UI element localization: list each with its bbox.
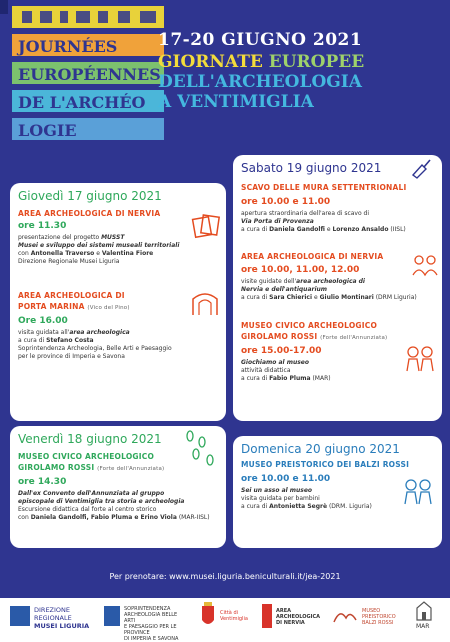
friday-ev1-site-line1: MUSEO CIVICO ARCHEOLOGICO [18, 452, 155, 461]
thursday-ev2-desc: visita guidata all'area archeologica a cura di Stefano Costa Soprintendenza Archeologia, Belle Arti e Paesaggio per le province di Imperia e Savona [18, 329, 172, 360]
sponsor-drm-liguria: DIREZIONE REGIONALE MUSEI LIGURIA [10, 600, 94, 634]
event-dates: 17-20 GIUGNO 2021 [158, 30, 363, 50]
sponsor-balzi-rossi: MUSEO PREISTORICO BALZI ROSSI [332, 600, 398, 634]
logo-line-1: JOURNÉES [18, 37, 118, 56]
headline-line-1: GIORNATE EUROPEE [158, 52, 365, 72]
sunday-ev1-site: MUSEO PREISTORICO DEI BALZI ROSSI [241, 460, 410, 469]
sunday-ev1-time: ore 10.00 e 11.00 [241, 474, 331, 484]
friday-ev1-desc: Dall'ex Convento dell'Annunziata al gruppo episcopale di Ventimiglia tra storia e archeologia Escursione didattica dal forte al centro storico con Daniela Gandolfi, Fabio Pluma e Erino Viola (MAR-IISL) [18, 490, 210, 521]
sunday-day-title: Domenica 20 giugno 2021 [241, 442, 400, 456]
saturday-ev1-time: ore 10.00 e 11.00 [241, 197, 331, 207]
friday-ev1-site-line2: GIROLAMO ROSSI (Forte dell'Annunziata) [18, 463, 165, 472]
gate-icon [190, 289, 220, 317]
mar-logo-icon [414, 600, 434, 622]
visitors-icon [411, 253, 439, 277]
saturday-card [233, 155, 442, 421]
friday-ev1-time: ore 14.30 [18, 477, 67, 487]
thursday-card [10, 183, 226, 421]
documents-icon [192, 213, 222, 239]
thursday-ev1-site: AREA ARCHEOLOGICA DI NERVIA [18, 209, 161, 218]
footprints-icon [182, 428, 222, 472]
sunday-card [233, 436, 442, 548]
thursday-ev2-site-line1: AREA ARCHEOLOGICA DI [18, 291, 125, 300]
sponsor-area-nervia: AREA ARCHEOLOGICA DI NERVIA [262, 600, 324, 634]
headline-line-3: A VENTIMIGLIA [158, 92, 314, 112]
sunday-ev1-desc: Sei un asso al museo visita guidata per bambini a cura di Antonietta Segrè (DRM. Liguria) [241, 487, 372, 510]
saturday-day-title: Sabato 19 giugno 2021 [241, 161, 382, 175]
saturday-ev2-time: ore 10.00, 11.00, 12.00 [241, 265, 360, 275]
soprintendenza-logo-icon [104, 606, 120, 626]
saturday-ev3-desc: Giochiamo al museo attività didattica a cura di Fabio Pluma (MAR) [241, 359, 331, 382]
headline-block [158, 30, 444, 112]
balzi-rossi-logo-icon [332, 606, 358, 626]
saturday-ev3-time: ore 15.00-17.00 [241, 346, 322, 356]
saturday-ev1-desc: apertura straordinaria dell'area di scavo di Via Porta di Provenza a cura di Daniela Gandolfi e Lorenzo Ansaldo (IISL) [241, 210, 406, 233]
children-icon [401, 478, 435, 506]
children-icon [403, 345, 437, 373]
logo-line-2: EUROPÉENNES [18, 65, 161, 84]
friday-day-title: Venerdì 18 giugno 2021 [18, 432, 162, 446]
thursday-ev1-desc: presentazione del progetto MUSST Musei e sviluppo dei sistemi museali territoriali con Antonella Traverso e Valentina Fiore Direzione Regionale Musei Liguria [18, 234, 180, 265]
thursday-ev1-time: ore 11.30 [18, 221, 67, 231]
headline-line-2: DELL'ARCHEOLOGIA [158, 72, 362, 92]
sponsor-mar: MAR [404, 600, 444, 634]
saturday-ev3-site-line2: GIROLAMO ROSSI (Forte dell'Annunziata) [241, 332, 388, 341]
logo-line-4: LOGIE [18, 121, 77, 140]
drm-logo-icon [10, 606, 30, 626]
thursday-ev2-time: Ore 16.00 [18, 316, 68, 326]
sponsor-citta-ventimiglia: Città di Ventimiglia [200, 600, 254, 634]
saturday-ev1-site: SCAVO DELLE MURA SETTENTRIONALI [241, 183, 407, 192]
sponsor-soprintendenza: SOPRINTENDENZA ARCHEOLOGIA BELLE ARTI E PAESAGGIO PER LE PROVINCE DI IMPERIA E SAVONA [104, 600, 188, 634]
saturday-ev3-site-line1: MUSEO CIVICO ARCHEOLOGICO [241, 321, 378, 330]
thursday-day-title: Giovedì 17 giugno 2021 [18, 189, 162, 203]
nervia-logo-icon [262, 604, 272, 628]
saturday-ev2-site: AREA ARCHEOLOGICA DI NERVIA [241, 252, 384, 261]
friday-card [10, 426, 226, 548]
city-crest-icon [200, 602, 216, 630]
logo-line-3: DE L'ARCHÉO [18, 93, 146, 112]
trowel-icon [409, 155, 433, 179]
booking-text[interactable]: Per prenotare: www.musei.liguria.beniculturali.it/jea-2021 [109, 572, 341, 581]
thursday-ev2-site-line2: PORTA MARINA (Vico del Pino) [18, 302, 130, 311]
saturday-ev2-desc: visite guidate dell'area archeologica di Nervia e dell'antiquarium a cura di Sara Chierici e Giulio Montinari (DRM Liguria) [241, 278, 417, 301]
